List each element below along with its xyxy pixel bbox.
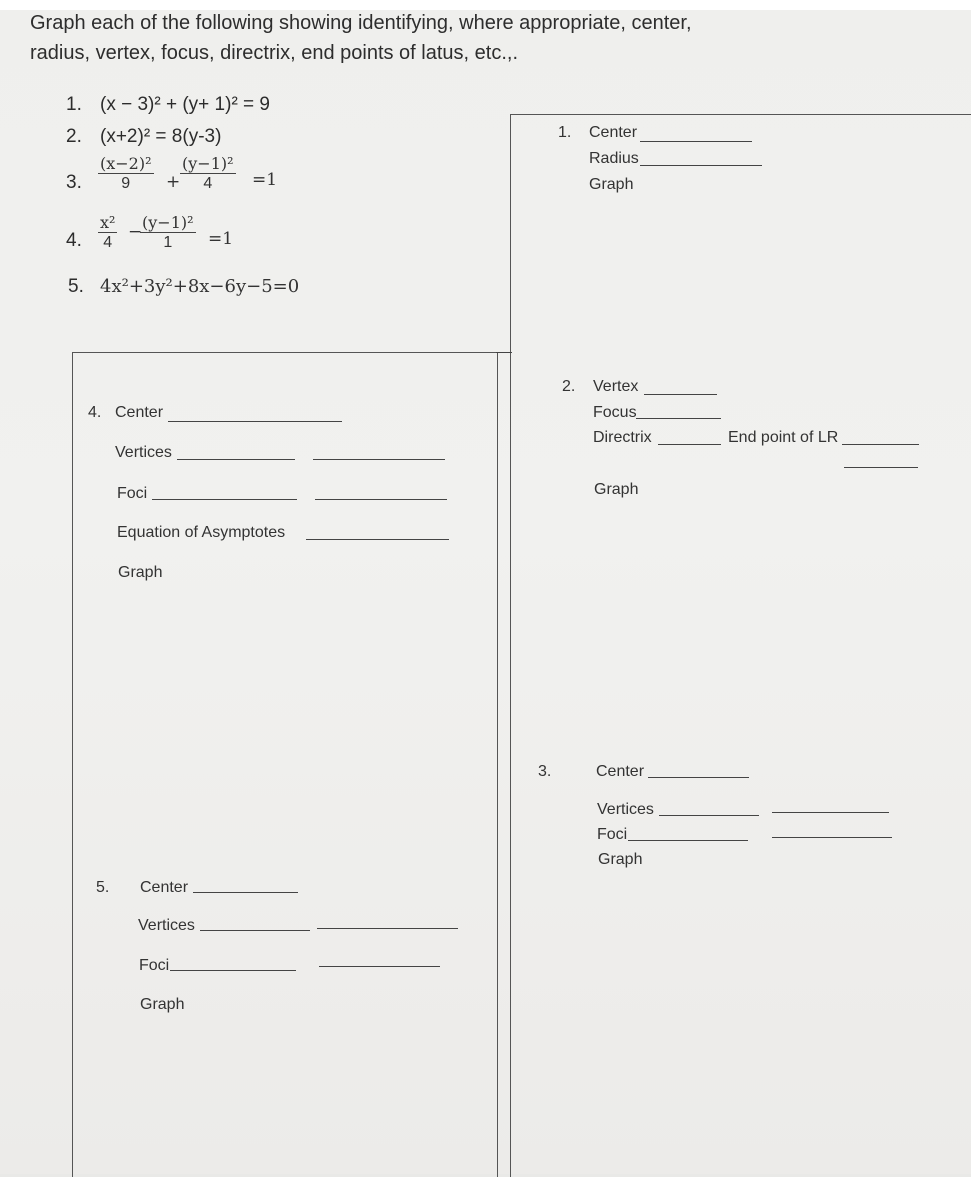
box-5-vertices-blank-1[interactable]	[200, 930, 310, 931]
box-3-graph-label: Graph	[598, 851, 643, 868]
answer-box-left	[72, 352, 498, 1177]
problem-4-minus: −	[128, 222, 143, 242]
instructions	[30, 8, 890, 68]
instructions-line-2: radius, vertex, focus, directrix, end points of latus, etc.,.	[30, 42, 518, 64]
box-2-end-point-lr-blank-2[interactable]	[844, 467, 918, 468]
box-3-foci-blank-1[interactable]	[628, 840, 748, 841]
problem-3-term-2	[180, 154, 236, 194]
box-2-focus-label: Focus	[593, 404, 637, 421]
box-3-vertices-blank-1[interactable]	[659, 815, 759, 816]
box-2-number: 2.	[562, 378, 576, 395]
box-2-end-point-lr-label: End point of LR	[728, 429, 839, 446]
box-1-center-label: Center	[589, 124, 638, 141]
box-3-center-blank[interactable]	[648, 777, 749, 778]
box-left-top-edge-extension	[496, 352, 512, 353]
box-2-directrix-label: Directrix	[593, 429, 652, 446]
problem-5-equation: 4x²+3y²+8x−6y−5=0	[100, 276, 300, 297]
problem-3-term-1	[98, 154, 154, 194]
box-1-number: 1.	[558, 124, 572, 141]
box-5-vertices-blank-2[interactable]	[317, 928, 458, 929]
box-1-radius-blank[interactable]	[640, 165, 762, 166]
box-4-foci-blank-1[interactable]	[152, 499, 297, 500]
box-2-graph-label: Graph	[594, 481, 639, 498]
box-5-number: 5.	[96, 879, 110, 896]
box-4-number: 4.	[88, 404, 102, 421]
problem-4-term-1	[98, 213, 117, 253]
box-4-vertices-blank-2[interactable]	[313, 459, 445, 460]
problem-2-equation: (x+2)² = 8(y-3)	[100, 126, 222, 147]
problem-4-term-2-denominator: 1	[163, 234, 173, 251]
box-2-focus-blank[interactable]	[636, 418, 721, 419]
box-3-vertices-blank-2[interactable]	[772, 812, 889, 813]
problem-3-term-2-denominator: 4	[203, 175, 213, 192]
problem-3-term-1-denominator: 9	[121, 175, 131, 192]
problem-3-rhs: =1	[252, 170, 278, 190]
box-2-vertex-label: Vertex	[593, 378, 639, 395]
box-3-foci-label: Foci	[597, 826, 628, 843]
problem-3-term-1-numerator: (x−2)²	[100, 154, 152, 173]
box-5-center-label: Center	[140, 879, 189, 896]
box-4-asymptotes-blank[interactable]	[306, 539, 449, 540]
problem-3-term-2-numerator: (y−1)²	[182, 154, 234, 173]
box-3-center-label: Center	[596, 763, 645, 780]
box-5-foci-blank-1[interactable]	[170, 970, 296, 971]
box-4-vertices-blank-1[interactable]	[177, 459, 295, 460]
box-2-directrix-blank[interactable]	[658, 444, 721, 445]
problem-4-term-2-numerator: (y−1)²	[142, 213, 194, 232]
box-5-foci-label: Foci	[139, 957, 170, 974]
problem-3-number: 3.	[66, 172, 82, 193]
box-4-asymptotes-label: Equation of Asymptotes	[117, 524, 286, 541]
problem-4-term-1-denominator: 4	[103, 234, 113, 251]
problem-4-term-1-numerator: x²	[100, 213, 116, 232]
box-2-end-point-lr-blank-1[interactable]	[842, 444, 919, 445]
problem-4-rhs: =1	[208, 229, 234, 249]
box-4-vertices-label: Vertices	[115, 444, 172, 461]
box-4-graph-label: Graph	[118, 564, 163, 581]
problem-4-term-2	[140, 213, 196, 253]
problem-1-equation: (x − 3)² + (y+ 1)² = 9	[100, 94, 270, 115]
box-3-vertices-label: Vertices	[597, 801, 654, 818]
problem-4-number: 4.	[66, 230, 82, 251]
box-2-vertex-blank[interactable]	[644, 394, 717, 395]
box-4-foci-label: Foci	[117, 485, 148, 502]
box-4-center-label: Center	[115, 404, 164, 421]
box-3-number: 3.	[538, 763, 552, 780]
problem-3-plus: +	[166, 172, 181, 192]
problem-2-number: 2.	[66, 126, 82, 147]
box-5-foci-blank-2[interactable]	[319, 966, 440, 967]
box-4-center-blank[interactable]	[168, 421, 342, 422]
box-5-center-blank[interactable]	[193, 892, 298, 893]
box-4-foci-blank-2[interactable]	[315, 499, 447, 500]
box-5-graph-label: Graph	[140, 996, 185, 1013]
box-5-vertices-label: Vertices	[138, 917, 195, 934]
box-3-foci-blank-2[interactable]	[772, 837, 892, 838]
box-1-graph-label: Graph	[589, 176, 634, 193]
box-1-center-blank[interactable]	[640, 141, 752, 142]
problem-1-number: 1.	[66, 94, 82, 115]
box-1-radius-label: Radius	[589, 150, 639, 167]
problem-5-number: 5.	[68, 276, 84, 297]
instructions-line-1: Graph each of the following showing identifying, where appropriate, center,	[30, 12, 692, 34]
answer-box-right	[510, 114, 971, 1177]
